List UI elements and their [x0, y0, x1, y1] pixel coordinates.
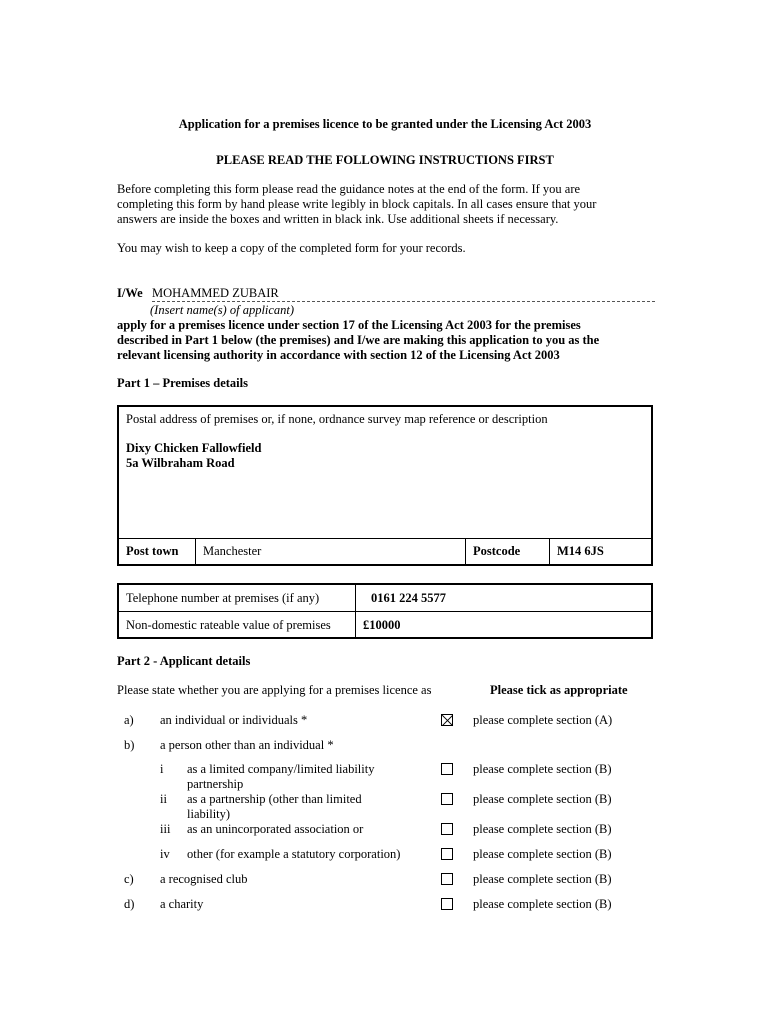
premises-contact-box [117, 583, 653, 639]
part2-heading: Part 2 - Applicant details [117, 654, 251, 668]
option-partnership-checkbox[interactable] [441, 793, 453, 805]
suboption-line: as a partnership (other than limited [187, 792, 362, 806]
iwe-label: I/We [117, 286, 143, 300]
applicant-name-field[interactable]: MOHAMMED ZUBAIR [152, 286, 655, 302]
form-title: Application for a premises licence to be granted under the Licensing Act 2003 [178, 117, 592, 131]
option-letter: b) [124, 738, 135, 752]
option-letter: d) [124, 897, 135, 911]
option-non-individual-label: a person other than an individual * [160, 738, 334, 752]
applicant-type-question: Please state whether you are applying for a premises licence as [117, 683, 432, 697]
postcode-label: Postcode [465, 539, 549, 564]
option-section-note: please complete section (B) [473, 822, 612, 836]
option-club-label: a recognised club [160, 872, 248, 886]
suboption-numeral: i [160, 762, 164, 776]
premises-address-field[interactable] [126, 441, 261, 471]
option-individual-label: an individual or individuals * [160, 713, 308, 727]
telephone-label: Telephone number at premises (if any) [126, 591, 320, 605]
suboption-numeral: ii [160, 792, 167, 806]
rateable-row [119, 611, 651, 638]
application-statement-line: described in Part 1 below (the premises) and I/we are making this application to you as the [117, 333, 600, 347]
option-limited-company-label [187, 762, 374, 792]
rateable-label: Non-domestic rateable value of premises [126, 618, 331, 632]
premises-address-box [117, 405, 653, 566]
tick-header: Please tick as appropriate [490, 683, 628, 697]
option-charity-checkbox[interactable] [441, 898, 453, 910]
application-statement-line: apply for a premises licence under section 17 of the Licensing Act 2003 for the premises [117, 318, 581, 332]
address-label: Postal address of premises or, if none, ordnance survey map reference or description [126, 412, 548, 426]
address-line: Dixy Chicken Fallowfield [126, 441, 262, 455]
option-other-label: other (for example a statutory corporation) [187, 847, 401, 861]
suboption-line: as a limited company/limited liability [187, 762, 375, 776]
option-section-note: please complete section (B) [473, 762, 612, 776]
application-statement-line: relevant licensing authority in accordance with section 12 of the Licensing Act 2003 [117, 348, 560, 362]
option-letter: a) [124, 713, 134, 727]
instructions-line: completing this form by hand please write legibly in block capitals. In all cases ensure that your [117, 197, 597, 211]
instructions-line: Before completing this form please read the guidance notes at the end of the form. If you are [117, 182, 581, 196]
telephone-field[interactable]: 0161 224 5577 [371, 591, 446, 605]
suboption-line: partnership [187, 777, 244, 791]
instructions-heading: PLEASE READ THE FOLLOWING INSTRUCTIONS FIRST [216, 153, 554, 167]
suboption-line: liability) [187, 807, 231, 821]
copy-note: You may wish to keep a copy of the completed form for your records. [117, 241, 466, 255]
post-town-row [119, 538, 651, 564]
instructions-paragraph [117, 182, 657, 227]
option-section-note: please complete section (B) [473, 897, 612, 911]
option-partnership-label [187, 792, 362, 822]
application-statement [117, 318, 657, 363]
post-town-label: Post town [126, 544, 179, 558]
rateable-field[interactable]: £10000 [363, 618, 401, 632]
option-unincorporated-checkbox[interactable] [441, 823, 453, 835]
option-section-note: please complete section (A) [473, 713, 613, 727]
option-limited-company-checkbox[interactable] [441, 763, 453, 775]
post-town-field[interactable]: Manchester [195, 539, 465, 564]
option-letter: c) [124, 872, 134, 886]
option-unincorporated-label: as an unincorporated association or [187, 822, 364, 836]
suboption-numeral: iii [160, 822, 171, 836]
telephone-row [119, 585, 651, 611]
option-charity-label: a charity [160, 897, 204, 911]
option-section-note: please complete section (B) [473, 872, 612, 886]
option-other-checkbox[interactable] [441, 848, 453, 860]
option-section-note: please complete section (B) [473, 847, 612, 861]
part1-heading: Part 1 – Premises details [117, 376, 248, 390]
address-line: 5a Wilbraham Road [126, 456, 235, 470]
option-section-note: please complete section (B) [473, 792, 612, 806]
postcode-field[interactable]: M14 6JS [549, 539, 651, 564]
instructions-line: answers are inside the boxes and written in black ink. Use additional sheets if necessary. [117, 212, 559, 226]
option-individual-checkbox[interactable] [441, 714, 453, 726]
suboption-numeral: iv [160, 847, 170, 861]
applicant-name-hint: (Insert name(s) of applicant) [150, 303, 295, 317]
option-club-checkbox[interactable] [441, 873, 453, 885]
